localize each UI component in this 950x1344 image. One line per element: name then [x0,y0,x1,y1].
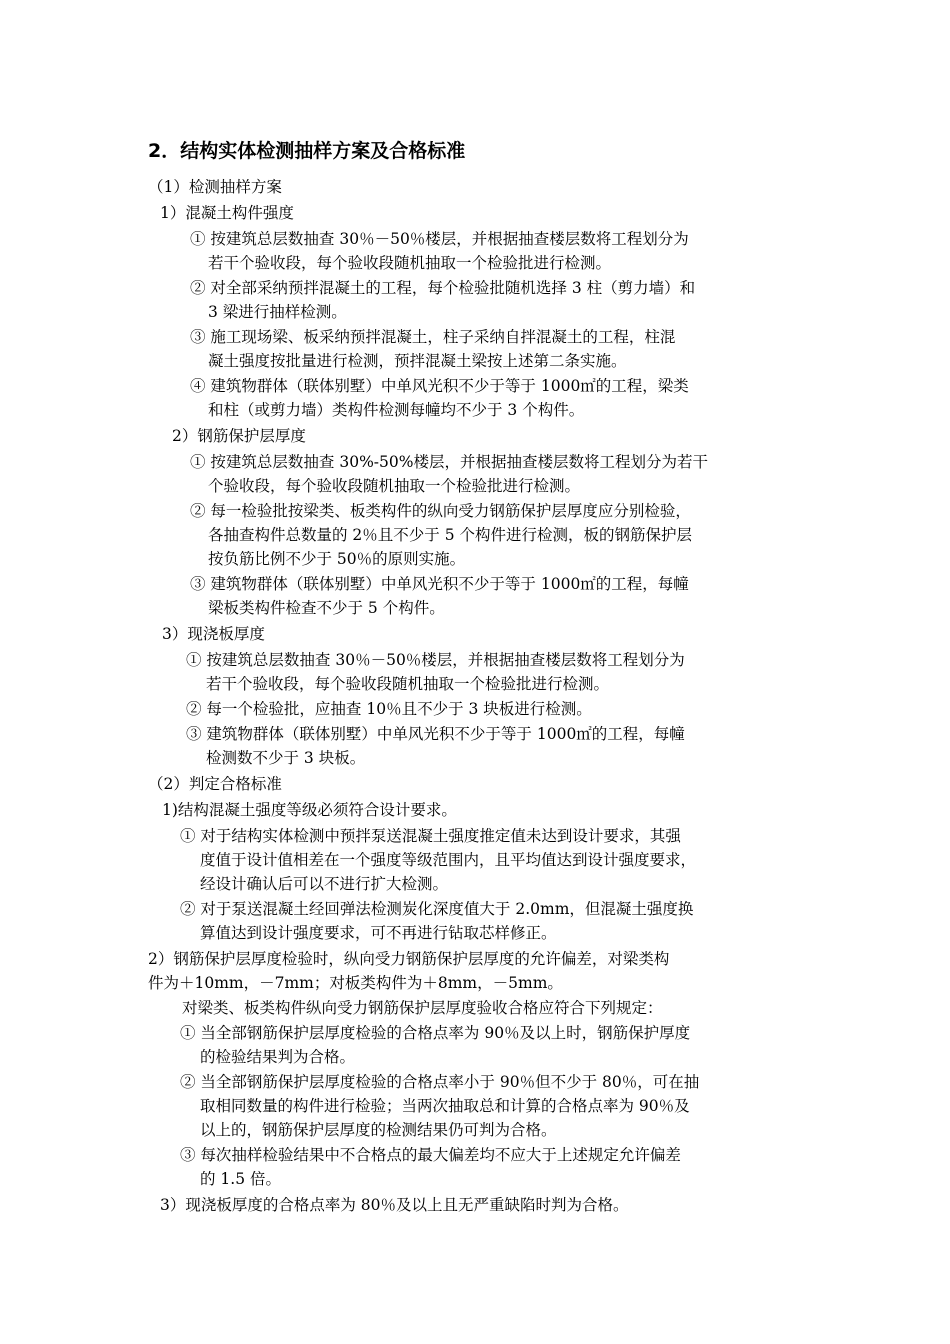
paragraph-line: ② 每一检验批按梁类、板类构件的纵向受力钢筋保护层厚度应分别检验， [190,502,691,520]
section-title: 2．结构实体检测抽样方案及合格标准 [148,140,466,162]
paragraph-line: 2）钢筋保护层厚度检验时，纵向受力钢筋保护层厚度的允许偏差，对梁类构 [148,950,670,968]
paragraph-line: ③ 每次抽样检验结果中不合格点的最大偏差均不应大于上述规定允许偏差 [180,1146,681,1164]
subheading-rebar-cover: 2）钢筋保护层厚度 [172,427,306,445]
paragraph-line: 按负筋比例不少于 50％的原则实施。 [208,550,466,568]
paragraph-line: 对梁类、板类构件纵向受力钢筋保护层厚度验收合格应符合下列规定： [182,999,663,1017]
paragraph-line: 个验收段，每个验收段随机抽取一个检验批进行检测。 [208,477,581,495]
paragraph-line: ② 当全部钢筋保护层厚度检验的合格点率小于 90％但不少于 80％，可在抽 [180,1073,700,1091]
section-heading-acceptance-criteria: （2）判定合格标准 [148,775,282,793]
subheading-concrete-grade: 1)结构混凝土强度等级必须符合设计要求。 [162,801,457,819]
paragraph-line: 凝土强度按批量进行检测，预拌混凝土梁按上述第二条实施。 [208,352,627,370]
paragraph-line: 以上的，钢筋保护层厚度的检测结果仍可判为合格。 [200,1121,557,1139]
paragraph-line: 3 梁进行抽样检测。 [208,303,347,321]
paragraph-line: ② 对于泵送混凝土经回弹法检测炭化深度值大于 2.0mm，但混凝土强度换 [180,900,694,918]
section-heading-sampling-plan: （1）检测抽样方案 [148,178,282,196]
paragraph-line: ① 按建筑总层数抽查 30％－50％楼层，并根据抽查楼层数将工程划分为 [190,230,689,248]
subheading-concrete-strength: 1）混凝土构件强度 [160,204,294,222]
paragraph-line: ① 按建筑总层数抽查 30％－50％楼层，并根据抽查楼层数将工程划分为 [186,651,685,669]
paragraph-line: 件为＋10mm，－7mm；对板类构件为＋8mm，－5mm。 [148,974,563,992]
paragraph-line: 各抽查构件总数量的 2％且不少于 5 个构件进行检测，板的钢筋保护层 [208,526,693,544]
paragraph-line: 和柱（或剪力墙）类构件检测每幢均不少于 3 个构件。 [208,401,585,419]
paragraph-line: ① 对于结构实体检测中预拌泵送混凝土强度推定值未达到设计要求，其强 [180,827,681,845]
paragraph-line: 度值于设计值相差在一个强度等级范围内，且平均值达到设计强度要求， [200,851,697,869]
paragraph-line: 3）现浇板厚度的合格点率为 80％及以上且无严重缺陷时判为合格。 [160,1196,629,1214]
paragraph-line: 梁板类构件检查不少于 5 个构件。 [208,599,445,617]
paragraph-line: 取相同数量的构件进行检验；当两次抽取总和计算的合格点率为 90％及 [200,1097,690,1115]
paragraph-line: ① 按建筑总层数抽查 30%-50%楼层，并根据抽查楼层数将工程划分为若干 [190,453,708,471]
paragraph-line: ③ 建筑物群体（联体别墅）中单风光积不少于等于 1000㎡的工程，每幢 [186,725,685,743]
paragraph-line: 若干个验收段，每个验收段随机抽取一个检验批进行检测。 [206,675,610,693]
paragraph-line: 算值达到设计强度要求，可不再进行钻取芯样修正。 [200,924,557,942]
paragraph-line: 的检验结果判为合格。 [200,1048,356,1066]
paragraph-line: ② 每一个检验批，应抽查 10％且不少于 3 块板进行检测。 [186,700,592,718]
paragraph-line: ③ 建筑物群体（联体别墅）中单风光积不少于等于 1000㎡的工程，每幢 [190,575,689,593]
paragraph-line: 经设计确认后可以不进行扩大检测。 [200,875,449,893]
paragraph-line: 检测数不少于 3 块板。 [206,749,366,767]
paragraph-line: ① 当全部钢筋保护层厚度检验的合格点率为 90％及以上时，钢筋保护厚度 [180,1024,691,1042]
paragraph-line: 若干个验收段，每个验收段随机抽取一个检验批进行检测。 [208,254,612,272]
subheading-slab-thickness: 3）现浇板厚度 [162,625,265,643]
paragraph-line: ② 对全部采纳预拌混凝土的工程，每个检验批随机选择 3 柱（剪力墙）和 [190,279,696,297]
paragraph-line: 的 1.5 倍。 [200,1170,282,1188]
paragraph-line: ④ 建筑物群体（联体别墅）中单风光积不少于等于 1000㎡的工程，梁类 [190,377,689,395]
paragraph-line: ③ 施工现场梁、板采纳预拌混凝土，柱子采纳自拌混凝土的工程，柱混 [190,328,676,346]
